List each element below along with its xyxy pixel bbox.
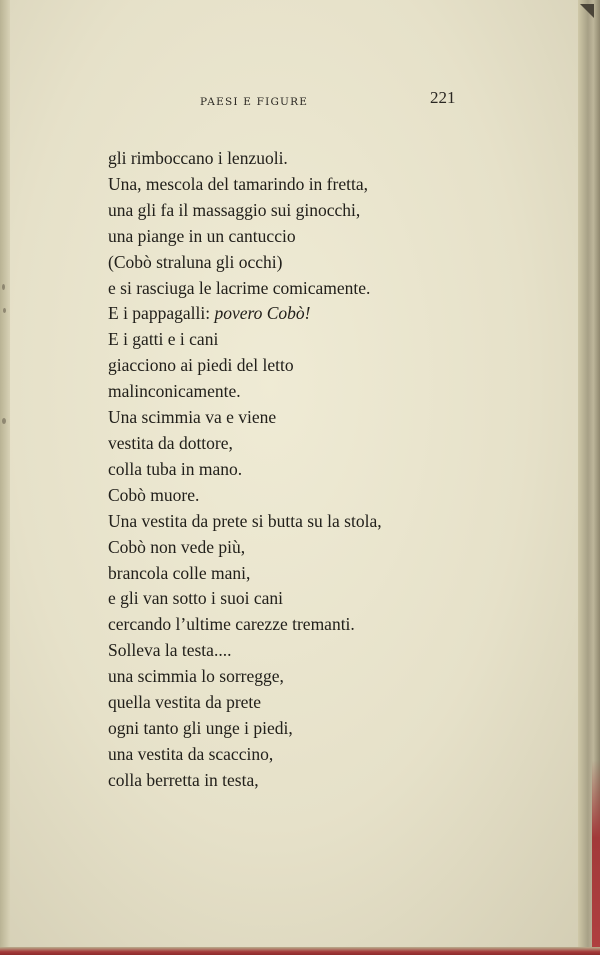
corner-fold-icon (580, 4, 594, 18)
poem-line: Cobò non vede più, (108, 536, 246, 557)
poem-line: (Cobò straluna gli occhi) (108, 251, 283, 272)
poem-line-prefix: E i pappagalli: (108, 303, 215, 324)
poem-line: Solleva la testa.... (108, 640, 232, 661)
page-left-edge (0, 0, 10, 955)
poem-line: una vestita da scaccino, (108, 743, 274, 764)
poem-line: ogni tanto gli unge i piedi, (108, 717, 293, 738)
poem-line: Cobò muore. (108, 484, 200, 505)
poem-line: giacciono ai piedi del letto (108, 355, 294, 376)
poem-line: quella vestita da prete (108, 692, 262, 713)
poem-line: Una scimmia va e viene (108, 407, 277, 428)
page-bottom-edge (0, 947, 600, 955)
poem-line: Una vestita da prete si butta su la stola, (108, 510, 382, 531)
poem-text (108, 146, 382, 794)
edge-mark (3, 308, 6, 313)
poem-line: brancola colle mani, (108, 562, 251, 583)
edge-mark (2, 418, 6, 424)
running-head: PAESI E FIGURE (200, 96, 309, 108)
poem-line: malinconicamente. (108, 381, 241, 402)
edge-mark (2, 284, 5, 290)
poem-line: colla berretta in testa, (108, 769, 259, 790)
poem-line: una scimmia lo sorregge, (108, 666, 284, 687)
poem-line: e si rasciuga le lacrime comicamente. (108, 277, 371, 298)
poem-line: Una, mescola del tamarindo in fretta, (108, 173, 368, 194)
red-binding-strip (592, 760, 600, 955)
poem-line: una piange in un cantuccio (108, 225, 296, 246)
poem-line: una gli fa il massaggio sui ginocchi, (108, 199, 361, 220)
poem-line: colla tuba in mano. (108, 458, 243, 479)
poem-line: gli rimboccano i lenzuoli. (108, 148, 288, 168)
poem-line: E i gatti e i cani (108, 329, 219, 350)
page-number: 221 (430, 88, 456, 107)
poem-line: cercando l’ultime carezze tremanti. (108, 614, 355, 635)
poem-line-emphasis: povero Cobò! (214, 303, 311, 324)
poem-line: vestita da dottore, (108, 432, 233, 453)
poem-line (108, 301, 382, 327)
poem-line: e gli van sotto i suoi cani (108, 588, 283, 609)
